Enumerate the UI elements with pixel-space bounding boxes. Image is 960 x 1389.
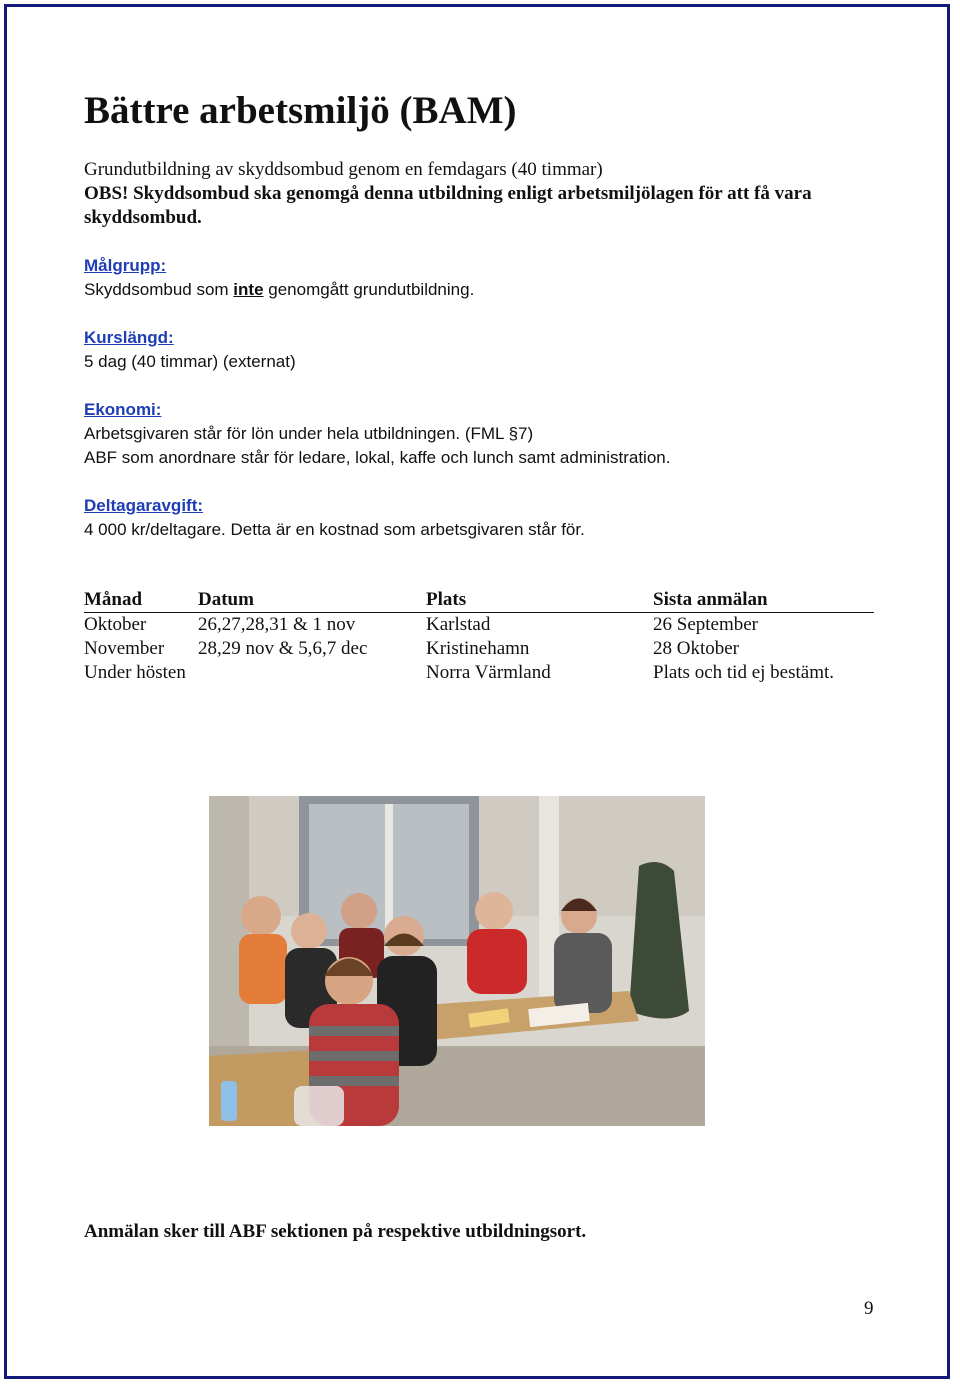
cell-place: Kristinehamn	[426, 638, 530, 659]
ekonomi-line: ABF som anordnare står för ledare, lokal, kaffe och lunch samt administration.	[84, 448, 671, 467]
course-photo	[209, 796, 705, 1126]
ekonomi-line: Arbetsgivaren står för lön under hela utbildningen. (FML §7)	[84, 424, 534, 443]
cell-deadline: Plats och tid ej bestämt.	[653, 662, 835, 683]
cell-month: Under hösten	[84, 662, 186, 683]
heading-malgrupp: Målgrupp:	[84, 256, 167, 275]
cell-date: 28,29 nov & 5,6,7 dec	[198, 638, 368, 659]
section-ekonomi	[84, 398, 884, 470]
header-date: Datum	[198, 588, 426, 613]
header-deadline: Sista anmälan	[653, 588, 874, 613]
malgrupp-emphasis: inte	[233, 280, 264, 299]
heading-deltagaravgift: Deltagaravgift:	[84, 496, 204, 515]
heading-kurslangd: Kurslängd:	[84, 328, 174, 347]
document-body	[84, 88, 884, 685]
cell-month: November	[84, 638, 165, 659]
page-title: Bättre arbetsmiljö (BAM)	[84, 89, 517, 132]
malgrupp-text	[84, 278, 884, 302]
section-malgrupp	[84, 254, 884, 302]
table-row	[84, 637, 874, 661]
kurslangd-text: 5 dag (40 timmar) (externat)	[84, 352, 296, 371]
header-month: Månad	[84, 588, 198, 613]
cell-place: Norra Värmland	[426, 662, 551, 683]
cell-month: Oktober	[84, 614, 147, 635]
schedule-table	[84, 588, 874, 685]
registration-note: Anmälan sker till ABF sektionen på respektive utbildningsort.	[84, 1221, 587, 1242]
deltagaravgift-text: 4 000 kr/deltagare. Detta är en kostnad som arbetsgivaren står för.	[84, 520, 585, 539]
cell-date: 26,27,28,31 & 1 nov	[198, 614, 356, 635]
table-header-row	[84, 588, 874, 613]
intro-line: Grundutbildning av skyddsombud genom en femdagars (40 timmar)	[84, 159, 603, 180]
section-kurslangd	[84, 326, 884, 374]
malgrupp-before: Skyddsombud som	[84, 280, 234, 299]
cell-deadline: 26 September	[653, 614, 759, 635]
obs-note: OBS! Skyddsombud ska genomgå denna utbildning enligt arbetsmiljölagen för att få vara skyddsombud.	[84, 183, 812, 228]
cell-place: Karlstad	[426, 614, 491, 635]
cell-deadline: 28 Oktober	[653, 638, 740, 659]
malgrupp-after: genomgått grundutbildning.	[263, 280, 475, 299]
header-place: Plats	[426, 588, 653, 613]
heading-ekonomi: Ekonomi:	[84, 400, 162, 419]
table-row	[84, 661, 874, 685]
intro-block	[84, 158, 884, 230]
section-deltagaravgift	[84, 494, 884, 542]
table-row	[84, 613, 874, 638]
page-number: 9	[864, 1298, 874, 1319]
